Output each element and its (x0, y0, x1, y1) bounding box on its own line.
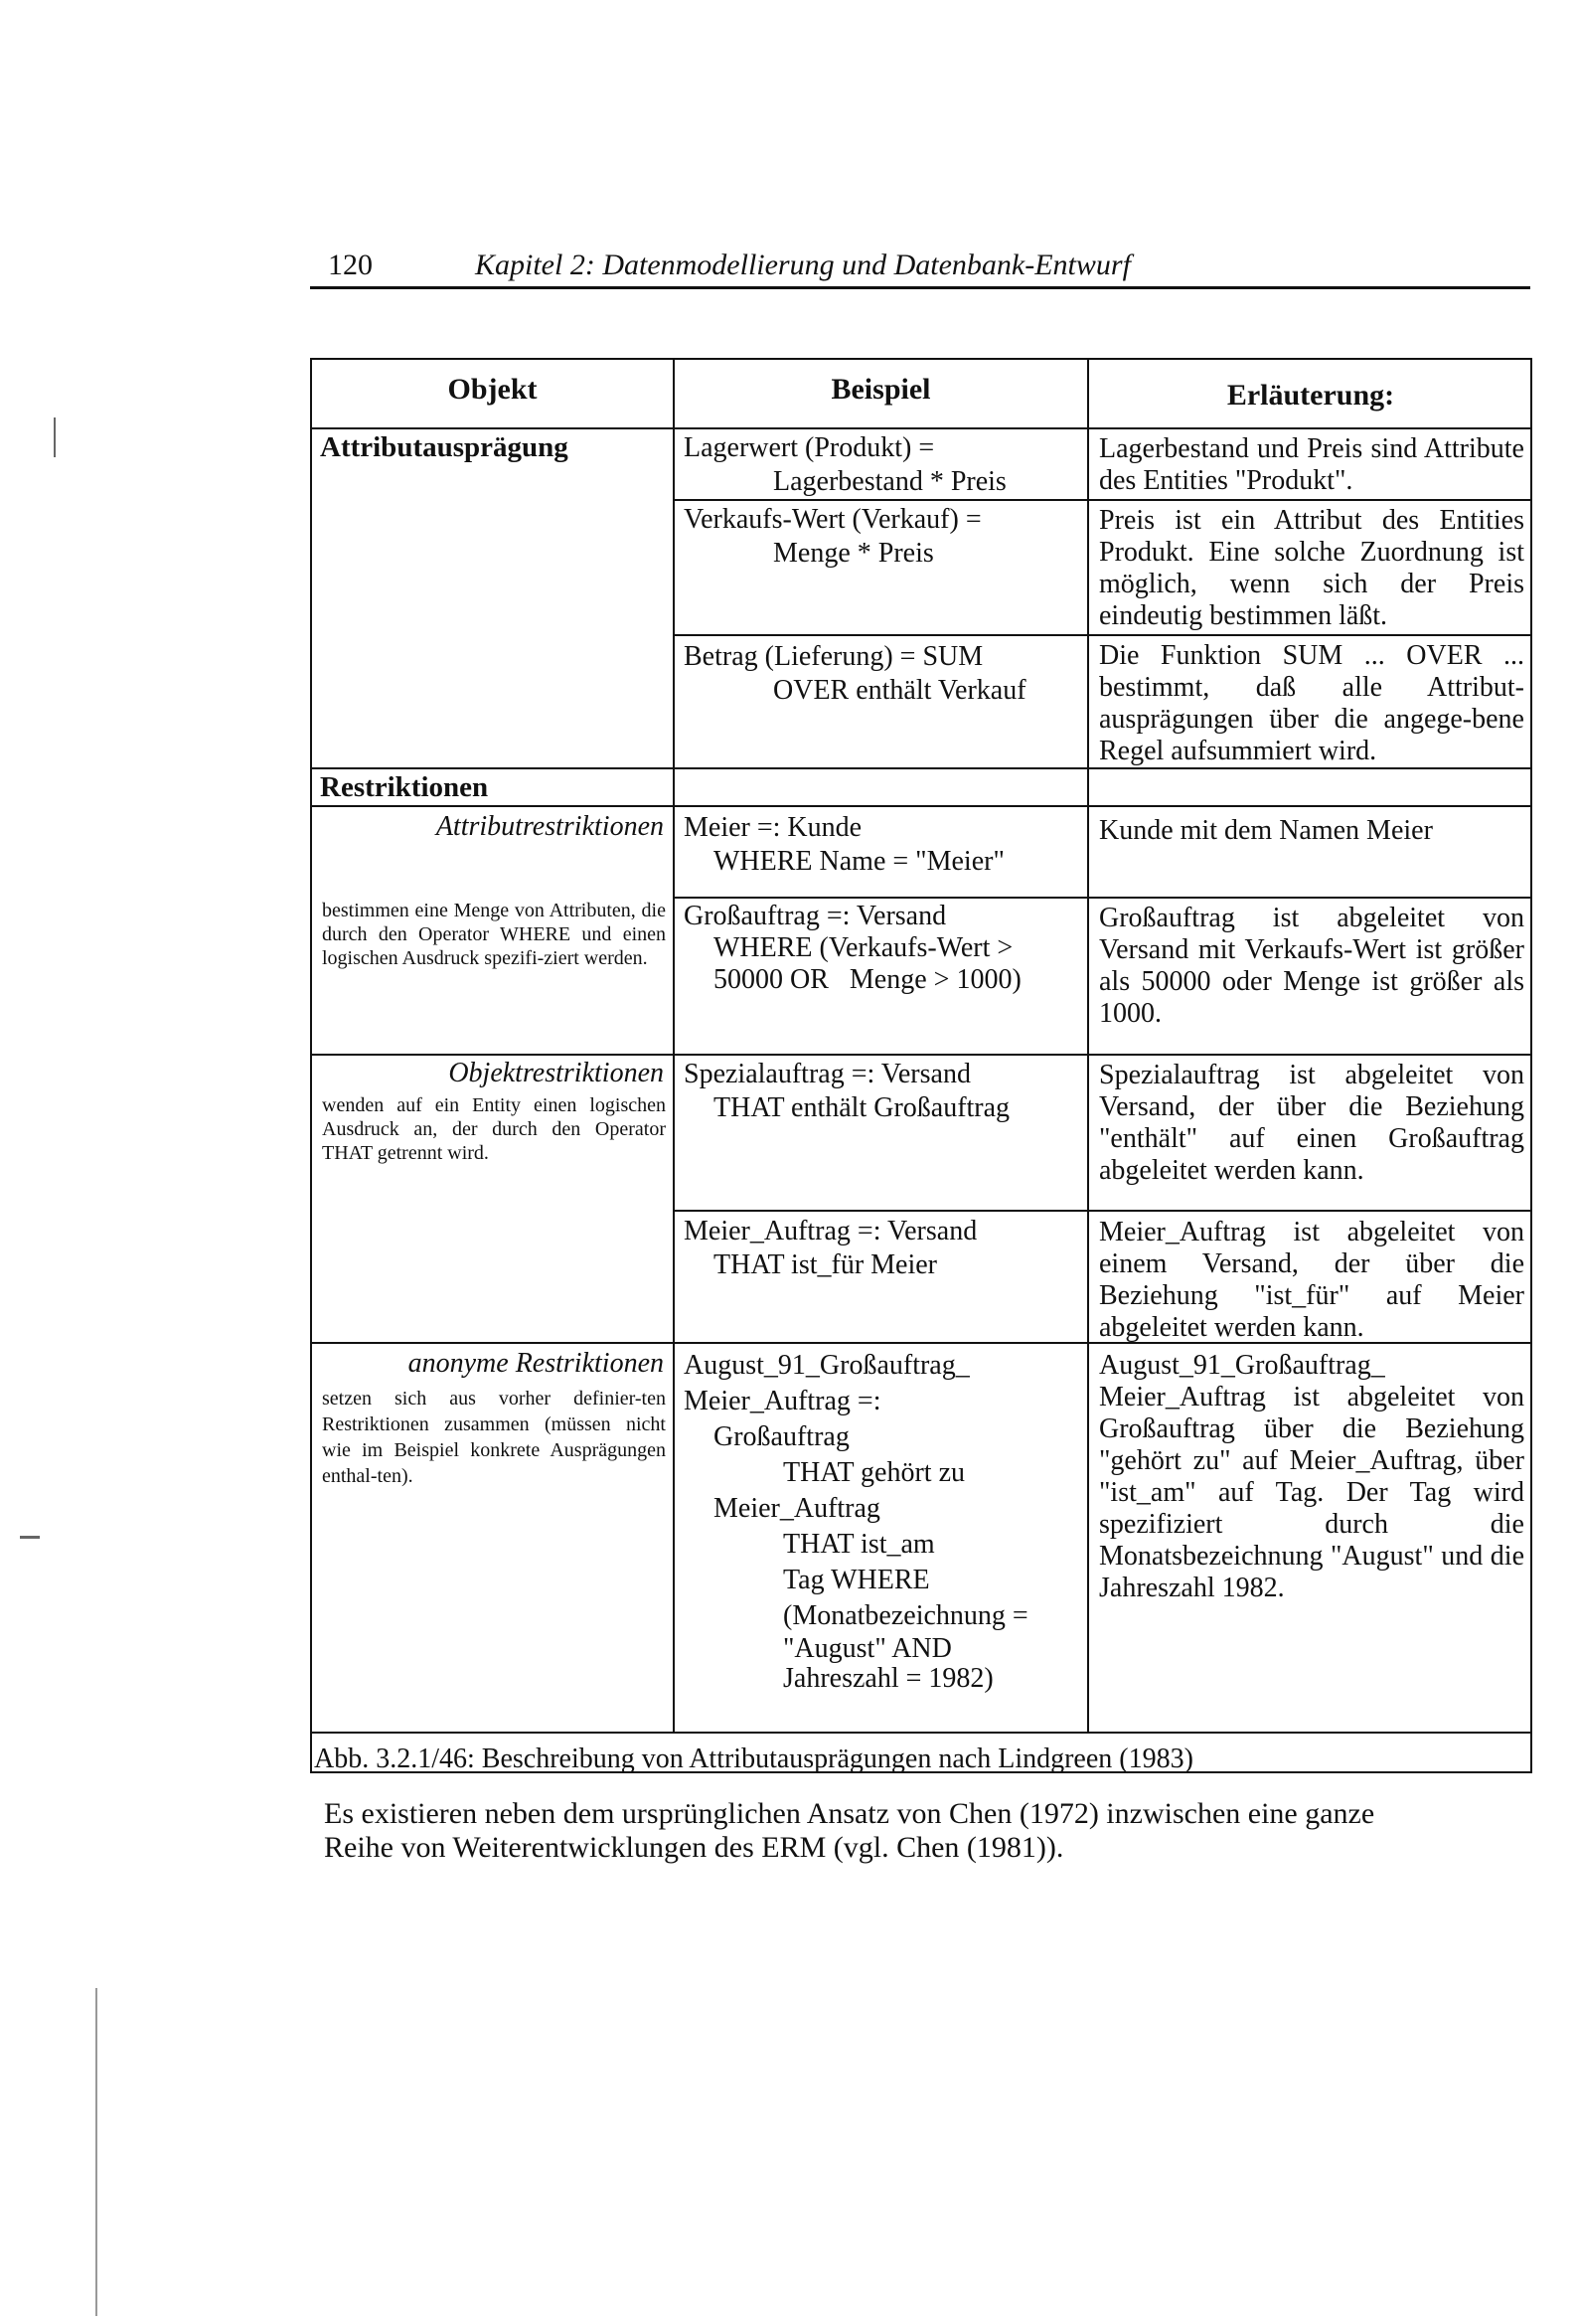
column-header-erlaeuterung: Erläuterung: (1226, 379, 1395, 412)
example-line: Lagerwert (Produkt) = (684, 432, 935, 463)
explanation-cell: Preis ist ein Attribut des Entities Produkt. Eine solche Zuordnung ist möglich, wenn sich der Preis eindeutig bestimmen läßt. (1099, 505, 1524, 631)
example-cell (684, 431, 1081, 499)
example-line: "August" AND (783, 1633, 952, 1664)
attribute-table (310, 358, 1532, 1773)
row-divider (673, 499, 1532, 501)
example-cell (684, 811, 1081, 879)
example-cell (684, 1215, 1081, 1282)
example-line: 50000 OR Menge > 1000) (713, 964, 1022, 995)
header-divider (312, 427, 1532, 429)
body-line: Reihe von Weiterentwicklungen des ERM (vgl. Chen (1981)). (324, 1831, 1064, 1864)
example-line: WHERE Name = "Meier" (713, 846, 1005, 877)
explanation-cell: Spezialauftrag ist abgeleitet von Versand, der über die Beziehung "enthält" auf einen Großauftrag abgeleitet werden kann. (1099, 1060, 1524, 1186)
scan-mark (54, 417, 56, 457)
col-divider-1 (673, 360, 675, 1732)
example-line: Meier =: Kunde (684, 812, 863, 843)
explanation-cell: Lagerbestand und Preis sind Attribute des Entities "Produkt". (1099, 433, 1524, 496)
example-line: Jahreszahl = 1982) (783, 1663, 994, 1694)
body-paragraph (324, 1797, 1530, 1865)
row-divider (312, 805, 1532, 807)
subsection-title-objektrestriktionen: Objektrestriktionen (448, 1058, 664, 1088)
subsection-title-anonyme-restriktionen: anonyme Restriktionen (407, 1348, 664, 1379)
body-line: Es existieren neben dem ursprünglichen Ansatz von Chen (1972) inzwischen eine ganze (324, 1797, 1375, 1830)
example-line: WHERE (Verkaufs-Wert > (713, 932, 1014, 963)
subsection-description: setzen sich aus vorher definier-ten Restriktionen zusammen (müssen nicht wie im Beispiel konkrete Ausprägungen enthal-ten). (322, 1388, 666, 1487)
example-line: Menge * Preis (773, 538, 934, 569)
caption-divider (312, 1732, 1532, 1734)
explanation-cell: Kunde mit dem Namen Meier (1099, 815, 1433, 846)
figure-caption: Abb. 3.2.1/46: Beschreibung von Attributausprägungen nach Lindgreen (1983) (314, 1743, 1193, 1774)
subsection-description: wenden auf ein Entity einen logischen Ausdruck an, der durch den Operator THAT getrennt wird. (322, 1094, 666, 1164)
example-cell (684, 1058, 1081, 1125)
example-line: THAT gehört zu (783, 1457, 965, 1488)
explanation-cell: Großauftrag ist abgeleitet von Versand mit Verkaufs-Wert ist größer als 50000 oder Menge ist größer als 1000. (1099, 903, 1524, 1029)
page-number: 120 (328, 249, 373, 281)
col-divider-2 (1087, 360, 1089, 1732)
example-line: Lagerbestand * Preis (773, 466, 1007, 497)
subsection-title-attributrestriktionen: Attributrestriktionen (435, 811, 664, 842)
example-line: Großauftrag (713, 1421, 850, 1452)
example-line: (Monatbezeichnung = (783, 1600, 1028, 1631)
chapter-title: Kapitel 2: Datenmodellierung und Datenbank-Entwurf (475, 249, 1131, 281)
scan-mark (20, 1536, 40, 1539)
section-title-attributauspraegung: Attributausprägung (320, 431, 568, 463)
section-title-restriktionen: Restriktionen (320, 771, 489, 803)
explanation-cell: Die Funktion SUM ... OVER ... bestimmt, daß alle Attribut-ausprägungen über die angege-bene Regel aufsummiert wird. (1099, 640, 1524, 766)
example-line: Spezialauftrag =: Versand (684, 1059, 971, 1089)
subsection-description: bestimmen eine Menge von Attributen, die durch den Operator WHERE und einen logischen Ausdruck spezifi-ziert werden. (322, 900, 666, 969)
example-cell (684, 1348, 1081, 1694)
example-line: OVER enthält Verkauf (773, 675, 1026, 706)
example-cell (684, 901, 1081, 996)
example-line: Meier_Auftrag =: (684, 1386, 881, 1416)
column-header-beispiel: Beispiel (831, 373, 931, 406)
example-line: Verkaufs-Wert (Verkauf) = (684, 504, 982, 535)
explanation-cell: August_91_Großauftrag_ Meier_Auftrag ist abgeleitet von Großauftrag über die Beziehung "gehört zu" auf Meier_Auftrag, über "ist_am" auf Tag. Der Tag wird spezifiziert durch die Monatsbezeichnung "August" und die Jahreszahl 1982. (1099, 1350, 1524, 1603)
example-line: Betrag (Lieferung) = SUM (684, 641, 984, 672)
example-cell (684, 640, 1081, 708)
example-line: THAT ist_am (783, 1529, 935, 1560)
example-line: Meier_Auftrag =: Versand (684, 1216, 978, 1246)
column-header-objekt: Objekt (447, 373, 538, 406)
scan-mark (95, 1988, 97, 2316)
example-cell (684, 503, 1081, 571)
row-divider (673, 897, 1532, 899)
example-line: Tag WHERE (783, 1565, 930, 1595)
row-divider (312, 1054, 1532, 1056)
example-line: August_91_Großauftrag_ (684, 1350, 970, 1381)
example-line: THAT ist_für Meier (713, 1249, 937, 1280)
example-line: Großauftrag =: Versand (684, 901, 947, 931)
explanation-cell: Meier_Auftrag ist abgeleitet von einem Versand, der über die Beziehung "ist_für" auf Meier abgeleitet werden kann. (1099, 1217, 1524, 1343)
row-divider (312, 767, 1532, 769)
page-header (310, 235, 1530, 289)
example-line: THAT enthält Großauftrag (713, 1092, 1011, 1123)
example-line: Meier_Auftrag (713, 1493, 880, 1524)
row-divider (673, 634, 1532, 636)
row-divider (673, 1210, 1532, 1212)
